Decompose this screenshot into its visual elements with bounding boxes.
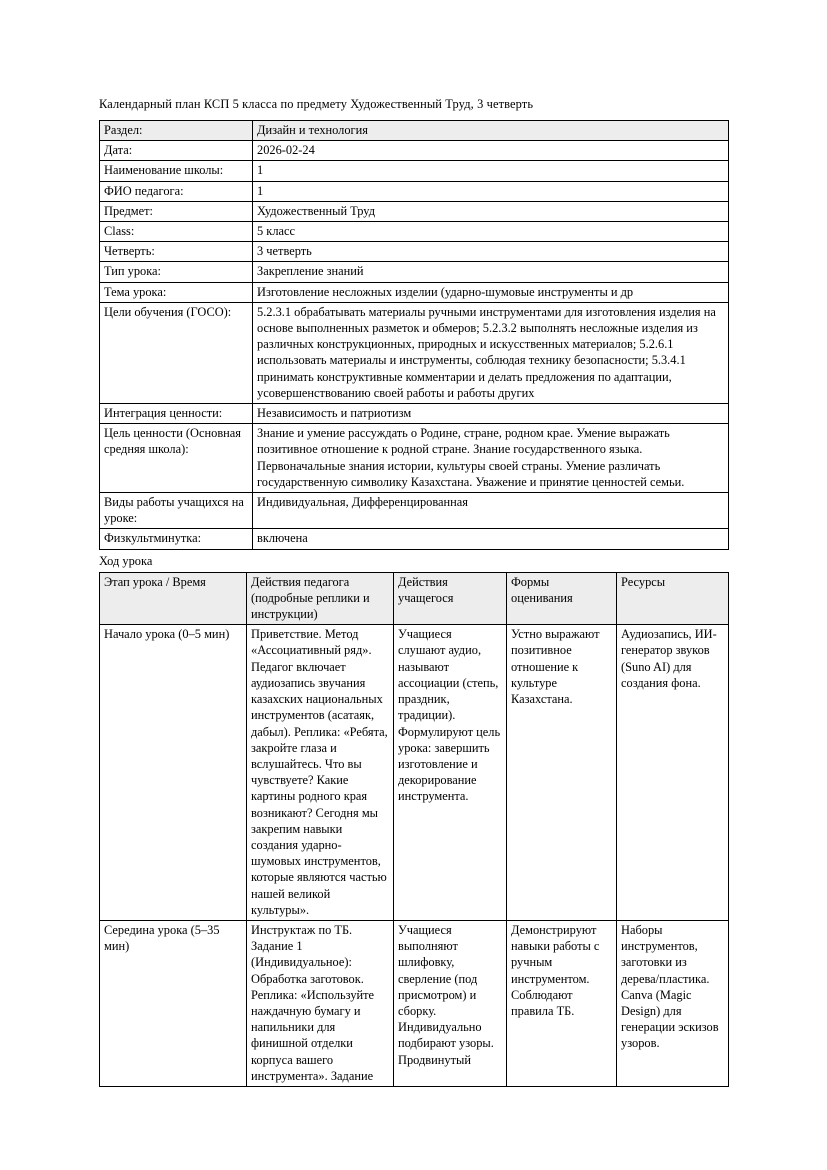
lesson-plan-header: [100, 572, 729, 625]
info-row-value: включена: [253, 529, 729, 549]
info-row: [100, 404, 729, 424]
info-row: [100, 161, 729, 181]
info-row-value: Независимость и патриотизм: [253, 404, 729, 424]
plan-table-row: [100, 625, 729, 921]
info-row-value: Художественный Труд: [253, 201, 729, 221]
info-row-value: 5.2.3.1 обрабатывать материалы ручными инструментами для изготовления изделия на основе выполненных разметок и обмеров; 5.2.3.2 выполнять несложные изделия из различных конструкционных, природных и искусственных материалов; 5.2.6.1 использовать материалы и инструменты, соблюдая технику безопасности; 5.3.4.1 принимать конструктивные комментарии и делать предложения по адаптации, усовершенствованию своей работы и работы других: [253, 302, 729, 403]
info-row-value: 1: [253, 161, 729, 181]
info-row-label: Раздел:: [100, 121, 253, 141]
info-row-value: Изготовление несложных изделии (ударно-шумовые инструменты и др: [253, 282, 729, 302]
info-row: [100, 302, 729, 403]
info-row: [100, 282, 729, 302]
info-row: [100, 493, 729, 529]
info-row: [100, 121, 729, 141]
plan-student-cell: Учащиеся слушают аудио, называют ассоциации (степь, праздник, традиции). Формулируют цель урока: завершить изготовление и декорирование инструмента.: [394, 625, 507, 921]
lesson-plan-body: [100, 625, 729, 1087]
info-row-value: 1: [253, 181, 729, 201]
info-row-value: Знание и умение рассуждать о Родине, стране, родном крае. Умение выражать позитивное отношение к родной стране. Знание государственного языка. Первоначальные знания истории, культуры своей страны. Умение различать государственную символику Казахстана. Уважение и принятие ценностей семьи.: [253, 424, 729, 493]
info-row-label: Цели обучения (ГОСО):: [100, 302, 253, 403]
info-row: [100, 529, 729, 549]
lesson-info-body: [100, 121, 729, 550]
info-row: [100, 201, 729, 221]
plan-header-cell: Ресурсы: [617, 572, 729, 625]
plan-assessment-cell: Устно выражают позитивное отношение к культуре Казахстана.: [507, 625, 617, 921]
plan-resources-cell: Наборы инструментов, заготовки из дерева/пластика. Canva (Magic Design) для генерации эскизов узоров.: [617, 920, 729, 1086]
info-row-label: Интеграция ценности:: [100, 404, 253, 424]
info-row: [100, 181, 729, 201]
info-row-value: Дизайн и технология: [253, 121, 729, 141]
plan-header-row: [100, 572, 729, 625]
lesson-plan-table: [99, 572, 729, 1087]
section-heading-lesson-flow: Ход урока: [99, 553, 153, 568]
info-row-label: Предмет:: [100, 201, 253, 221]
plan-header-cell: Формы оценивания: [507, 572, 617, 625]
plan-resources-cell: Аудиозапись, ИИ-генератор звуков (Suno AI) для создания фона.: [617, 625, 729, 921]
info-row-label: Цель ценности (Основная средняя школа):: [100, 424, 253, 493]
info-row-value: Индивидуальная, Дифференцированная: [253, 493, 729, 529]
plan-student-cell: Учащиеся выполняют шлифовку, сверление (под присмотром) и сборку. Индивидуально подбирают узоры. Продвинутый: [394, 920, 507, 1086]
info-row-value: 5 класс: [253, 222, 729, 242]
plan-header-cell: Действия учащегося: [394, 572, 507, 625]
info-row-label: Class:: [100, 222, 253, 242]
info-row: [100, 262, 729, 282]
plan-stage-cell: Начало урока (0–5 мин): [100, 625, 247, 921]
info-row-label: Наименование школы:: [100, 161, 253, 181]
plan-header-cell: Этап урока / Время: [100, 572, 247, 625]
info-row: [100, 242, 729, 262]
info-row-label: Тема урока:: [100, 282, 253, 302]
info-row-label: Дата:: [100, 141, 253, 161]
info-row-label: ФИО педагога:: [100, 181, 253, 201]
info-row-label: Физкультминутка:: [100, 529, 253, 549]
info-row-value: 3 четверть: [253, 242, 729, 262]
lesson-info-table: [99, 120, 729, 550]
plan-teacher-cell: Приветствие. Метод «Ассоциативный ряд». Педагог включает аудиозапись звучания казахских национальных инструментов (асатаяк, дабыл). Реплика: «Ребята, закройте глаза и вслушайтесь. Что вы чувствуете? Какие картины родного края возникают? Сегодня мы закрепим навыки создания ударно-шумовых инструментов, которые являются частью нашей великой культуры».: [247, 625, 394, 921]
info-row-label: Виды работы учащихся на уроке:: [100, 493, 253, 529]
info-row: [100, 222, 729, 242]
plan-stage-cell: Середина урока (5–35 мин): [100, 920, 247, 1086]
page-title: Календарный план КСП 5 класса по предмету Художественный Труд, 3 четверть: [99, 97, 534, 111]
plan-table-row: [100, 920, 729, 1086]
info-row: [100, 141, 729, 161]
info-row-value: Закрепление знаний: [253, 262, 729, 282]
info-row-value: 2026-02-24: [253, 141, 729, 161]
info-row: [100, 424, 729, 493]
info-row-label: Тип урока:: [100, 262, 253, 282]
plan-teacher-cell: Инструктаж по ТБ. Задание 1 (Индивидуальное): Обработка заготовок. Реплика: «Используйте наждачную бумагу и напильники для финишной отделки корпуса вашего инструмента». Задание: [247, 920, 394, 1086]
info-row-label: Четверть:: [100, 242, 253, 262]
plan-header-cell: Действия педагога (подробные реплики и инструкции): [247, 572, 394, 625]
plan-assessment-cell: Демонстрируют навыки работы с ручным инструментом. Соблюдают правила ТБ.: [507, 920, 617, 1086]
